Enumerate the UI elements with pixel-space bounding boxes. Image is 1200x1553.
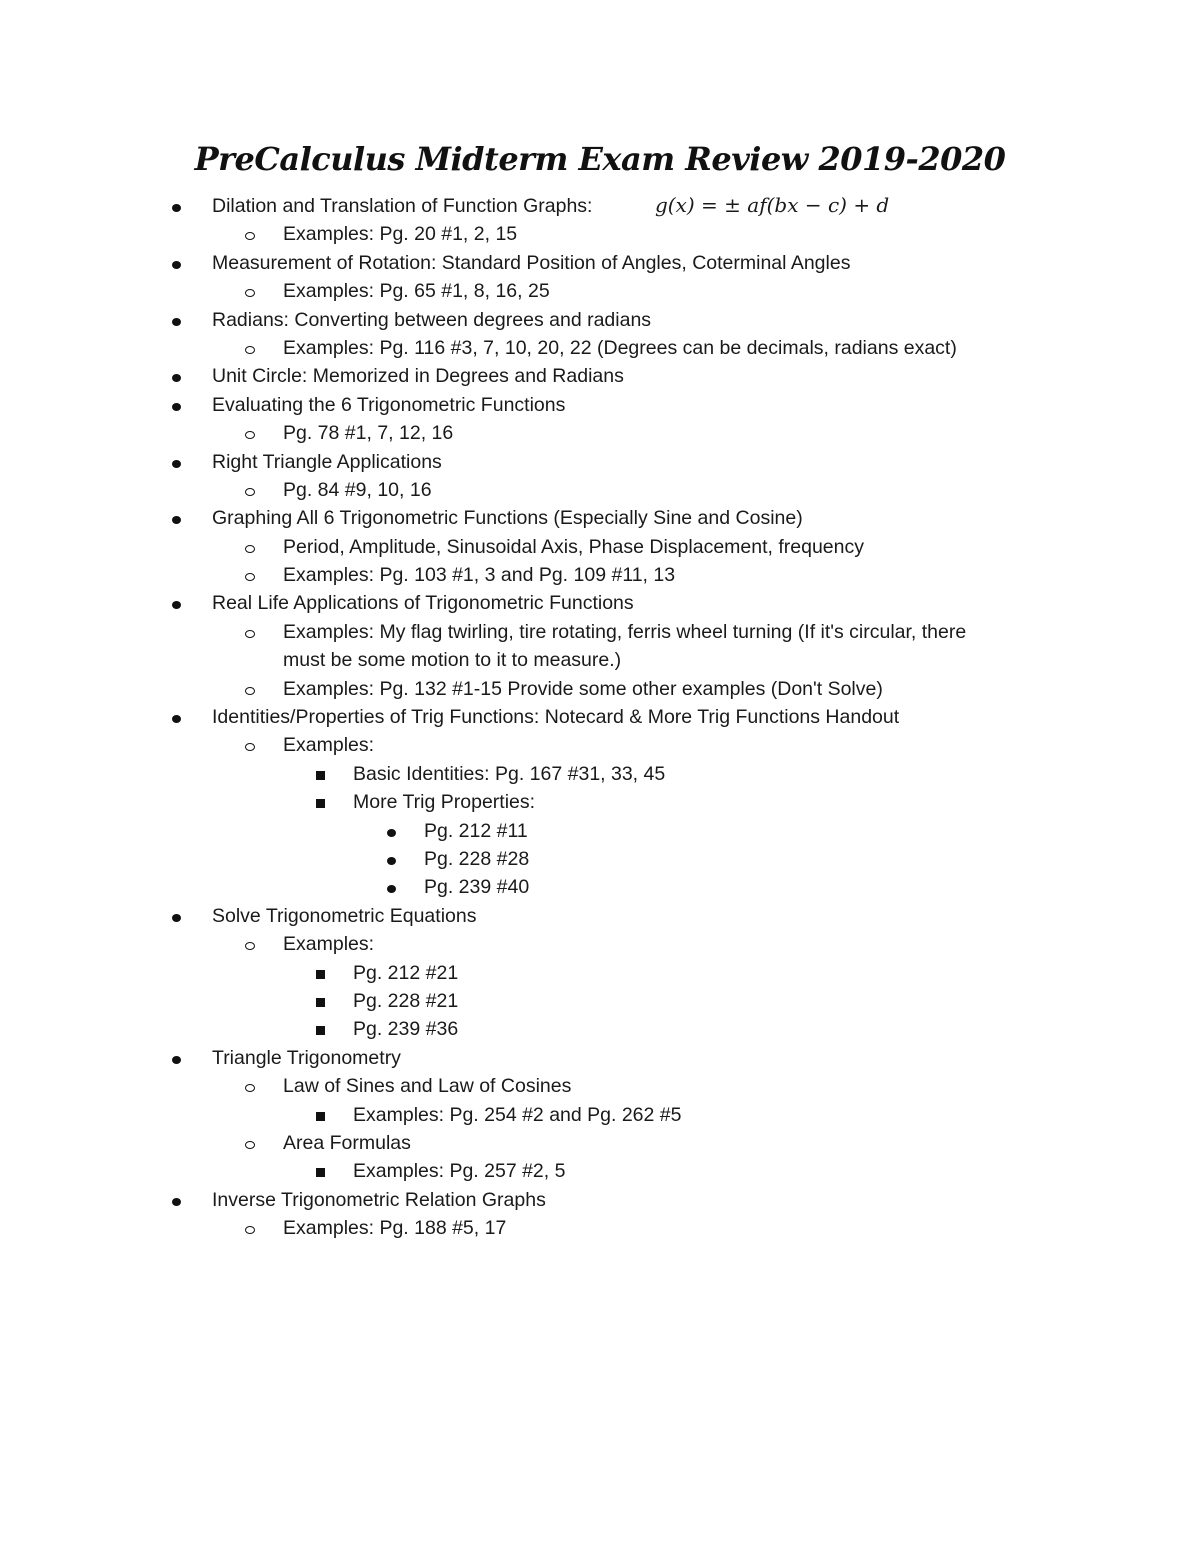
- list-item-text: Solve Trigonometric Equations: [212, 904, 477, 927]
- list-item-text: Pg. 78 #1, 7, 12, 16: [283, 422, 454, 445]
- bullet-dot-icon: [172, 192, 181, 220]
- list-item: [0, 589, 1200, 617]
- list-item: [0, 362, 1200, 390]
- list-item: [0, 1072, 1200, 1100]
- list-item: [0, 391, 1200, 419]
- list-item-text: Unit Circle: Memorized in Degrees and Radians: [212, 365, 624, 388]
- list-item: [0, 1044, 1200, 1072]
- list-item-text: Pg. 84 #9, 10, 16: [283, 478, 432, 501]
- bullet-circle-icon: [245, 675, 255, 703]
- list-item: [0, 1101, 1200, 1129]
- list-item: [0, 476, 1200, 504]
- list-item: [0, 646, 1200, 674]
- list-item: [0, 618, 1200, 646]
- bullet-square-icon: [316, 987, 325, 1015]
- list-item: [0, 902, 1200, 930]
- bullet-square-icon: [316, 1015, 325, 1043]
- bullet-circle-icon: [245, 476, 255, 504]
- list-item: [0, 419, 1200, 447]
- list-item-text: Dilation and Translation of Function Graphs:: [212, 195, 593, 217]
- list-item: [0, 788, 1200, 816]
- list-item: [0, 675, 1200, 703]
- list-item-text: Pg. 212 #11: [424, 819, 528, 842]
- bullet-circle-icon: [245, 277, 255, 305]
- bullet-dot-icon: [172, 1186, 181, 1214]
- list-item-text: Pg. 228 #28: [424, 847, 530, 870]
- list-item-text: Examples: Pg. 254 #2 and Pg. 262 #5: [353, 1103, 682, 1126]
- bullet-square-icon: [316, 959, 325, 987]
- bullet-circle-icon: [245, 334, 255, 362]
- bullet-dot-icon: [387, 873, 396, 901]
- list-item: [0, 448, 1200, 476]
- list-item: [0, 220, 1200, 248]
- bullet-dot-icon: [172, 703, 181, 731]
- list-item-text: Triangle Trigonometry: [212, 1046, 401, 1069]
- list-item: [0, 561, 1200, 589]
- list-item-text: Pg. 239 #40: [424, 876, 530, 899]
- bullet-circle-icon: [245, 1129, 255, 1157]
- list-item-text: Pg. 239 #36: [353, 1018, 459, 1041]
- bullet-circle-icon: [245, 1214, 255, 1242]
- list-item-text: Examples: Pg. 188 #5, 17: [283, 1217, 507, 1240]
- list-item-text: Area Formulas: [283, 1131, 411, 1154]
- bullet-square-icon: [316, 788, 325, 816]
- list-item: [0, 703, 1200, 731]
- bullet-dot-icon: [172, 589, 181, 617]
- bullet-dot-icon: [172, 306, 181, 334]
- list-item-text: Inverse Trigonometric Relation Graphs: [212, 1188, 546, 1211]
- list-item-text: Basic Identities: Pg. 167 #31, 33, 45: [353, 762, 666, 785]
- list-item-text: Evaluating the 6 Trigonometric Functions: [212, 393, 566, 416]
- list-item: [0, 1129, 1200, 1157]
- list-item-text: Measurement of Rotation: Standard Position of Angles, Coterminal Angles: [212, 251, 851, 274]
- bullet-dot-icon: [172, 391, 181, 419]
- bullet-dot-icon: [172, 249, 181, 277]
- list-item: [0, 504, 1200, 532]
- list-item: [0, 1157, 1200, 1185]
- bullet-dot-icon: [387, 845, 396, 873]
- list-item: [0, 987, 1200, 1015]
- bullet-dot-icon: [172, 362, 181, 390]
- bullet-square-icon: [316, 760, 325, 788]
- bullet-square-icon: [316, 1101, 325, 1129]
- list-item: [0, 731, 1200, 759]
- list-item-text: Examples:: [283, 933, 375, 956]
- list-item: [0, 930, 1200, 958]
- list-item-text: Pg. 228 #21: [353, 989, 459, 1012]
- list-item: [0, 1186, 1200, 1214]
- list-item-text: Period, Amplitude, Sinusoidal Axis, Phase Displacement, frequency: [283, 535, 864, 558]
- bullet-square-icon: [316, 1157, 325, 1185]
- list-item: [0, 334, 1200, 362]
- list-item-text: Examples: Pg. 116 #3, 7, 10, 20, 22 (Degrees can be decimals, radians exact): [283, 336, 957, 359]
- list-item: [0, 1015, 1200, 1043]
- page-title: PreCalculus Midterm Exam Review 2019-2020: [194, 140, 1006, 178]
- bullet-circle-icon: [245, 618, 255, 646]
- bullet-circle-icon: [245, 561, 255, 589]
- bullet-circle-icon: [245, 533, 255, 561]
- list-item: [0, 1214, 1200, 1242]
- list-item: [0, 845, 1200, 873]
- list-item-text: Examples: Pg. 103 #1, 3 and Pg. 109 #11, 13: [283, 564, 676, 587]
- list-item-text: Examples: My flag twirling, tire rotating, ferris wheel turning (If it's circular, there: [283, 620, 967, 643]
- list-item: [0, 306, 1200, 334]
- bullet-circle-icon: [245, 731, 255, 759]
- list-item-text: Real Life Applications of Trigonometric Functions: [212, 592, 634, 615]
- list-item-text: Pg. 212 #21: [353, 961, 459, 984]
- list-item-text: Radians: Converting between degrees and radians: [212, 308, 652, 331]
- list-item-text: Examples: Pg. 132 #1-15 Provide some other examples (Don't Solve): [283, 677, 883, 700]
- list-item: [0, 817, 1200, 845]
- list-item-text: Examples: Pg. 65 #1, 8, 16, 25: [283, 280, 550, 303]
- function-formula: g(x) = ± af(bx − c) + d: [655, 193, 890, 217]
- list-item: [0, 873, 1200, 901]
- bullet-circle-icon: [245, 930, 255, 958]
- list-item: [0, 192, 1200, 220]
- list-item-text: Law of Sines and Law of Cosines: [283, 1075, 572, 1098]
- bullet-circle-icon: [245, 419, 255, 447]
- list-item-text: More Trig Properties:: [353, 791, 536, 814]
- list-item-text: Examples:: [283, 734, 375, 757]
- list-item: [0, 533, 1200, 561]
- list-item-text: Examples: Pg. 257 #2, 5: [353, 1160, 566, 1183]
- list-item: [0, 959, 1200, 987]
- list-item-text: Right Triangle Applications: [212, 450, 442, 473]
- list-item-text: Examples: Pg. 20 #1, 2, 15: [283, 223, 518, 246]
- bullet-dot-icon: [172, 902, 181, 930]
- review-outline: [0, 192, 1200, 1242]
- bullet-circle-icon: [245, 1072, 255, 1100]
- bullet-circle-icon: [245, 220, 255, 248]
- bullet-dot-icon: [172, 448, 181, 476]
- list-item: [0, 760, 1200, 788]
- bullet-dot-icon: [172, 1044, 181, 1072]
- bullet-dot-icon: [172, 504, 181, 532]
- list-item-text: Identities/Properties of Trig Functions: Notecard & More Trig Functions Handout: [212, 706, 900, 729]
- list-item: [0, 277, 1200, 305]
- list-item: [0, 249, 1200, 277]
- list-item-text: must be some motion to it to measure.): [283, 649, 622, 672]
- bullet-dot-icon: [387, 817, 396, 845]
- list-item-text: Graphing All 6 Trigonometric Functions (Especially Sine and Cosine): [212, 507, 803, 530]
